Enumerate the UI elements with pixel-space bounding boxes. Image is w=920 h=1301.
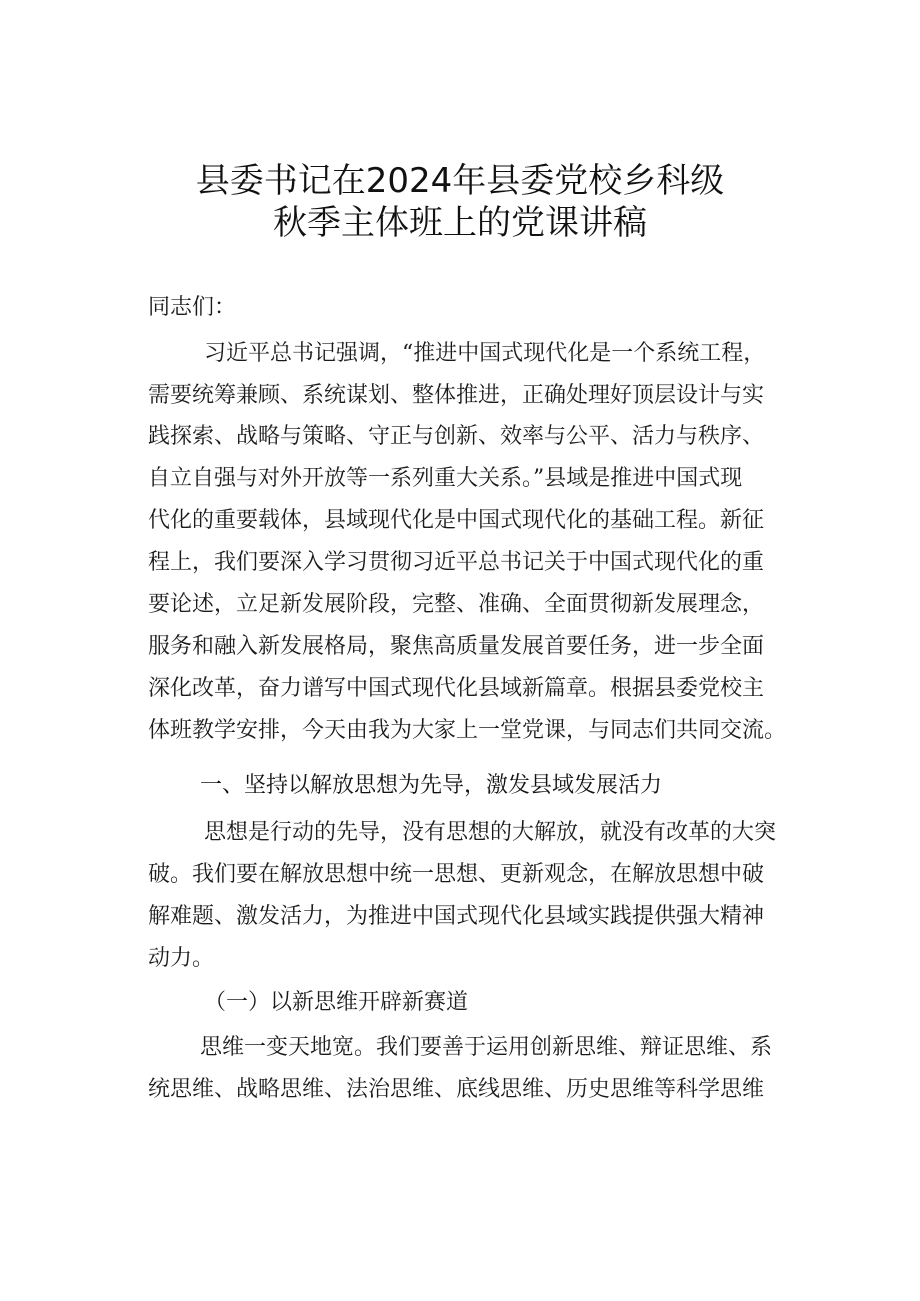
paragraph-2-line: 思想是行动的先导，没有思想的大解放，就没有改革的大突 (204, 820, 777, 845)
paragraph-3-line: 统思维、战略思维、法治思维、底线思维、历史思维等科学思维 (148, 1077, 765, 1102)
paragraph-1-line: 需要统筹兼顾、系统谋划、整体推进，正确处理好顶层设计与实 (148, 383, 765, 408)
section-heading-1: 一、坚持以解放思想为先导，激发县域发展活力 (200, 773, 663, 798)
paragraph-1-line: 代化的重要载体，县域现代化是中国式现代化的基础工程。新征 (148, 508, 765, 533)
document-title-line-2: 秋季主体班上的党课讲稿 (273, 203, 647, 243)
salutation: 同志们： (148, 295, 237, 320)
paragraph-1-line: 服务和融入新发展格局，聚焦高质量发展首要任务，进一步全面 (148, 634, 765, 659)
subsection-heading-1: （一）以新思维开辟新赛道 (204, 990, 469, 1015)
paragraph-1-line: 程上，我们要深入学习贯彻习近平总书记关于中国式现代化的重 (148, 550, 765, 575)
paragraph-2-line: 解难题、激发活力，为推进中国式现代化县域实践提供强大精神 (148, 904, 765, 929)
paragraph-2-line: 破。我们要在解放思想中统一思想、更新观念，在解放思想中破 (148, 862, 765, 887)
paragraph-1-line: 习近平总书记强调，“推进中国式现代化是一个系统工程， (204, 341, 766, 366)
paragraph-1-line: 自立自强与对外开放等一系列重大关系。”县域是推进中国式现 (148, 466, 743, 491)
paragraph-1-line: 深化改革，奋力谱写中国式现代化县域新篇章。根据县委党校主 (148, 676, 765, 701)
paragraph-1-line: 要论述，立足新发展阶段，完整、准确、全面贯彻新发展理念， (148, 592, 765, 617)
document-title-line-1: 县委书记在2024年县委党校乡科级 (195, 161, 725, 201)
paragraph-2-line: 动力。 (148, 946, 215, 971)
paragraph-1-line: 践探索、战略与策略、守正与创新、效率与公平、活力与秩序、 (148, 424, 765, 449)
paragraph-3-line: 思维一变天地宽。我们要善于运用创新思维、辩证思维、系 (200, 1035, 773, 1060)
paragraph-1-line: 体班教学安排，今天由我为大家上一堂党课，与同志们共同交流。 (148, 718, 787, 743)
